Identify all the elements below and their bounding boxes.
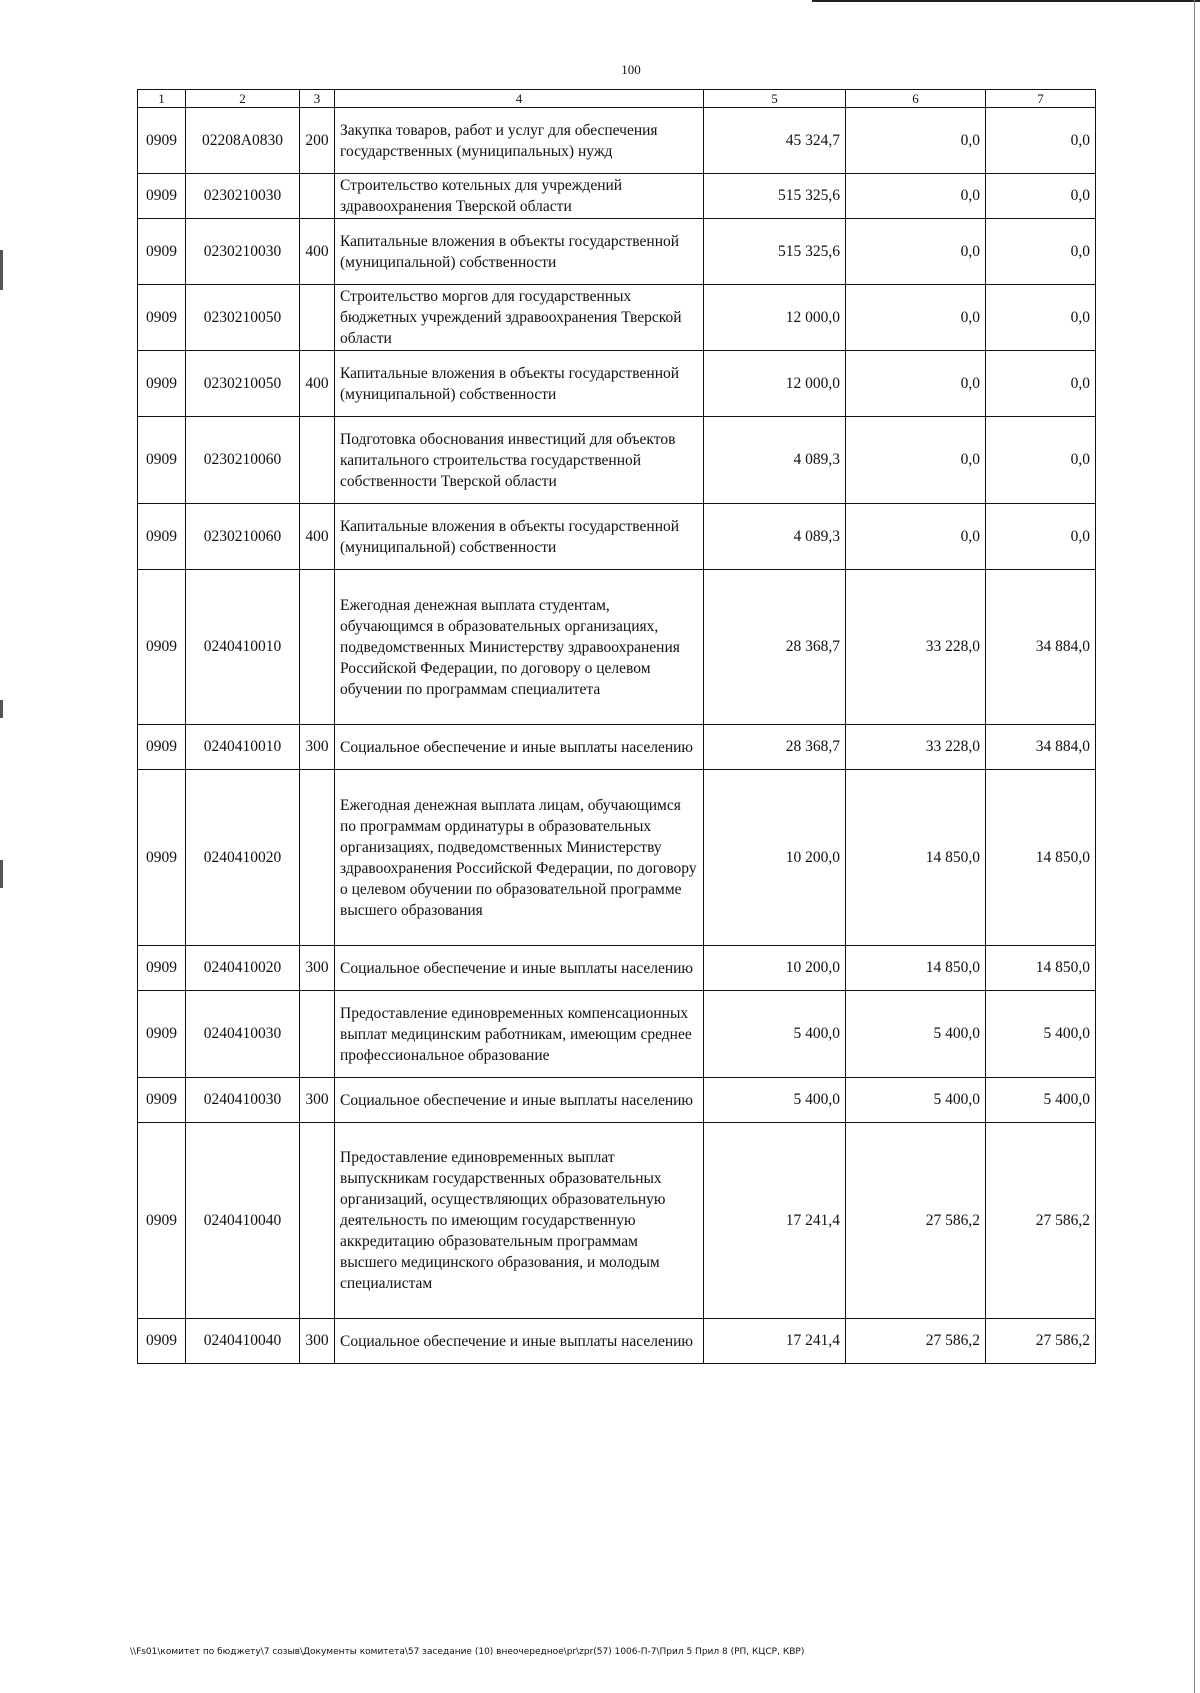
value-col-7: 5 400,0	[986, 991, 1096, 1078]
value-col-6: 0,0	[846, 417, 986, 504]
expense-type-code: 400	[300, 351, 335, 417]
value-col-6: 0,0	[846, 504, 986, 570]
target-article-code: 0230210050	[186, 351, 300, 417]
value-col-7: 0,0	[986, 108, 1096, 174]
section-code: 0909	[138, 219, 186, 285]
section-code: 0909	[138, 417, 186, 504]
target-article-code: 0240410020	[186, 946, 300, 991]
target-article-code: 0230210060	[186, 504, 300, 570]
expense-type-code: 300	[300, 946, 335, 991]
header-col-6: 6	[846, 90, 986, 108]
budget-table	[137, 89, 1096, 1364]
section-code: 0909	[138, 946, 186, 991]
row-name: Социальное обеспечение и иные выплаты населению	[335, 725, 704, 770]
value-col-6: 0,0	[846, 285, 986, 351]
target-article-code: 0240410030	[186, 1078, 300, 1123]
value-col-6: 0,0	[846, 174, 986, 219]
target-article-code: 0240410010	[186, 725, 300, 770]
value-col-6: 33 228,0	[846, 570, 986, 725]
section-code: 0909	[138, 725, 186, 770]
table-row	[138, 946, 1096, 991]
row-name: Строительство котельных для учреждений здравоохранения Тверской области	[335, 174, 704, 219]
expense-type-code	[300, 1123, 335, 1319]
value-col-7: 27 586,2	[986, 1123, 1096, 1319]
target-article-code: 0240410030	[186, 991, 300, 1078]
value-col-5: 5 400,0	[704, 1078, 846, 1123]
expense-type-code: 400	[300, 504, 335, 570]
scan-edge-mark	[0, 700, 3, 718]
section-code: 0909	[138, 1078, 186, 1123]
table-header-row	[138, 90, 1096, 108]
value-col-5: 12 000,0	[704, 351, 846, 417]
value-col-7: 0,0	[986, 351, 1096, 417]
section-code: 0909	[138, 1123, 186, 1319]
section-code: 0909	[138, 174, 186, 219]
value-col-7: 0,0	[986, 417, 1096, 504]
header-col-1: 1	[138, 90, 186, 108]
header-col-2: 2	[186, 90, 300, 108]
expense-type-code: 400	[300, 219, 335, 285]
row-name: Подготовка обоснования инвестиций для объектов капитального строительства государственной собственности Тверской области	[335, 417, 704, 504]
row-name: Социальное обеспечение и иные выплаты населению	[335, 1319, 704, 1364]
row-name: Предоставление единовременных компенсационных выплат медицинским работникам, имеющим среднее профессиональное образование	[335, 991, 704, 1078]
value-col-5: 28 368,7	[704, 570, 846, 725]
header-col-3: 3	[300, 90, 335, 108]
value-col-6: 27 586,2	[846, 1319, 986, 1364]
section-code: 0909	[138, 770, 186, 946]
row-name: Социальное обеспечение и иные выплаты населению	[335, 1078, 704, 1123]
scan-border-right	[1194, 0, 1195, 1693]
value-col-5: 17 241,4	[704, 1123, 846, 1319]
table-row	[138, 725, 1096, 770]
value-col-5: 10 200,0	[704, 946, 846, 991]
table-row	[138, 1319, 1096, 1364]
value-col-7: 14 850,0	[986, 946, 1096, 991]
section-code: 0909	[138, 504, 186, 570]
expense-type-code: 200	[300, 108, 335, 174]
expense-type-code	[300, 285, 335, 351]
expense-type-code	[300, 417, 335, 504]
header-col-4: 4	[335, 90, 704, 108]
value-col-5: 515 325,6	[704, 219, 846, 285]
value-col-6: 0,0	[846, 351, 986, 417]
footer-file-path: \\Fs01\комитет по бюджету\7 созыв\Документы комитета\57 заседание (10) внеочередное\pr\zpr(57) 1006-П-7\Прил 5 Прил 8 (РП, КЦСР, КВР)	[130, 1647, 805, 1657]
value-col-6: 5 400,0	[846, 991, 986, 1078]
expense-type-code: 300	[300, 1078, 335, 1123]
value-col-6: 5 400,0	[846, 1078, 986, 1123]
expense-type-code	[300, 174, 335, 219]
table-row	[138, 219, 1096, 285]
value-col-7: 0,0	[986, 174, 1096, 219]
value-col-6: 33 228,0	[846, 725, 986, 770]
scan-edge-mark	[0, 860, 3, 888]
value-col-6: 27 586,2	[846, 1123, 986, 1319]
value-col-6: 0,0	[846, 108, 986, 174]
value-col-6: 0,0	[846, 219, 986, 285]
section-code: 0909	[138, 351, 186, 417]
table-row	[138, 570, 1096, 725]
table-row	[138, 1123, 1096, 1319]
target-article-code: 02208A0830	[186, 108, 300, 174]
expense-type-code	[300, 570, 335, 725]
value-col-5: 28 368,7	[704, 725, 846, 770]
value-col-5: 17 241,4	[704, 1319, 846, 1364]
table-row	[138, 174, 1096, 219]
row-name: Строительство моргов для государственных бюджетных учреждений здравоохранения Тверской области	[335, 285, 704, 351]
table-row	[138, 770, 1096, 946]
section-code: 0909	[138, 570, 186, 725]
value-col-7: 34 884,0	[986, 725, 1096, 770]
table-row	[138, 285, 1096, 351]
value-col-7: 14 850,0	[986, 770, 1096, 946]
value-col-6: 14 850,0	[846, 946, 986, 991]
expense-type-code	[300, 991, 335, 1078]
value-col-5: 515 325,6	[704, 174, 846, 219]
section-code: 0909	[138, 1319, 186, 1364]
table-row	[138, 1078, 1096, 1123]
scan-border-top	[812, 0, 1200, 2]
value-col-5: 4 089,3	[704, 504, 846, 570]
expense-type-code: 300	[300, 1319, 335, 1364]
table-row	[138, 417, 1096, 504]
value-col-7: 27 586,2	[986, 1319, 1096, 1364]
expense-type-code	[300, 770, 335, 946]
target-article-code: 0230210030	[186, 219, 300, 285]
target-article-code: 0240410010	[186, 570, 300, 725]
section-code: 0909	[138, 108, 186, 174]
header-col-5: 5	[704, 90, 846, 108]
target-article-code: 0230210050	[186, 285, 300, 351]
table-row	[138, 108, 1096, 174]
table-row	[138, 504, 1096, 570]
value-col-5: 5 400,0	[704, 991, 846, 1078]
table-row	[138, 991, 1096, 1078]
section-code: 0909	[138, 285, 186, 351]
value-col-7: 0,0	[986, 504, 1096, 570]
section-code: 0909	[138, 991, 186, 1078]
value-col-5: 10 200,0	[704, 770, 846, 946]
row-name: Ежегодная денежная выплата студентам, обучающимся в образовательных организациях, подведомственных Министерству здравоохранения Российской Федерации, по договору о целевом обучении по программам специалитета	[335, 570, 704, 725]
value-col-5: 45 324,7	[704, 108, 846, 174]
header-col-7: 7	[986, 90, 1096, 108]
value-col-6: 14 850,0	[846, 770, 986, 946]
target-article-code: 0240410040	[186, 1123, 300, 1319]
target-article-code: 0230210030	[186, 174, 300, 219]
value-col-5: 4 089,3	[704, 417, 846, 504]
page-number: 100	[621, 62, 641, 77]
target-article-code: 0230210060	[186, 417, 300, 504]
target-article-code: 0240410020	[186, 770, 300, 946]
value-col-7: 0,0	[986, 285, 1096, 351]
row-name: Закупка товаров, работ и услуг для обеспечения государственных (муниципальных) нужд	[335, 108, 704, 174]
value-col-7: 5 400,0	[986, 1078, 1096, 1123]
value-col-7: 0,0	[986, 219, 1096, 285]
row-name: Капитальные вложения в объекты государственной (муниципальной) собственности	[335, 351, 704, 417]
row-name: Ежегодная денежная выплата лицам, обучающимся по программам ординатуры в образовательных организациях, подведомственных Министерству здравоохранения Российской Федерации, по договору о целевом обучении по образовательной программе высшего образования	[335, 770, 704, 946]
row-name: Предоставление единовременных выплат выпускникам государственных образовательных организаций, осуществляющих образовательную деятельность по имеющим государственную аккредитацию образовательным программам высшего медицинского образования, и молодым специалистам	[335, 1123, 704, 1319]
scan-edge-mark	[0, 250, 3, 290]
value-col-7: 34 884,0	[986, 570, 1096, 725]
target-article-code: 0240410040	[186, 1319, 300, 1364]
table-row	[138, 351, 1096, 417]
row-name: Капитальные вложения в объекты государственной (муниципальной) собственности	[335, 219, 704, 285]
row-name: Капитальные вложения в объекты государственной (муниципальной) собственности	[335, 504, 704, 570]
value-col-5: 12 000,0	[704, 285, 846, 351]
expense-type-code: 300	[300, 725, 335, 770]
row-name: Социальное обеспечение и иные выплаты населению	[335, 946, 704, 991]
